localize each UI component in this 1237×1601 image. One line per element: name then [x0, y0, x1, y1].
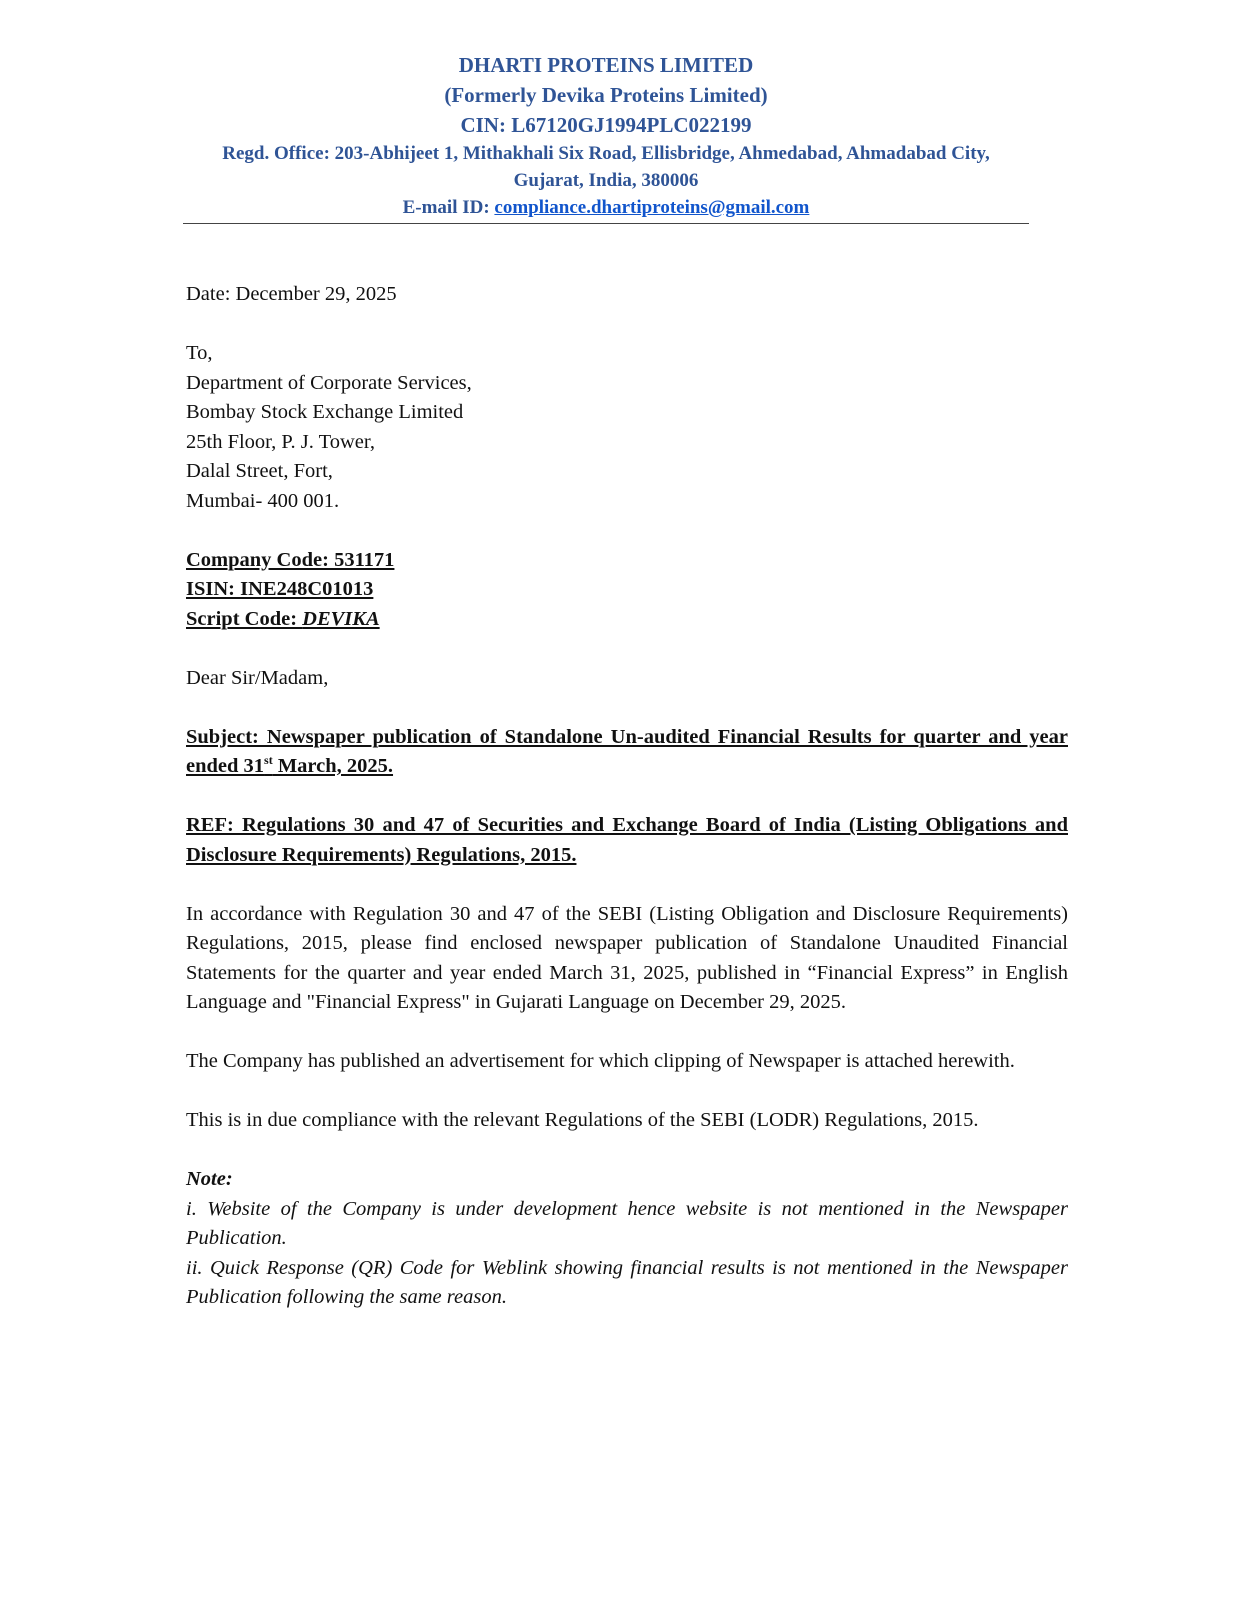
recipient-line-2: Bombay Stock Exchange Limited [186, 401, 464, 423]
isin-code: ISIN: INE248C01013 [186, 578, 374, 600]
note-item-2: ii. Quick Response (QR) Code for Weblink showing financial results is not mentioned in the Newspaper Publication following the same reason. [186, 1256, 1068, 1308]
recipient-to: To, [186, 342, 213, 364]
date-line: Date: December 29, 2025 [186, 283, 397, 305]
codes-block [186, 546, 1068, 635]
script-code-value: DEVIKA [302, 607, 380, 630]
script-code [186, 605, 1068, 635]
script-code-label: Script Code: [186, 607, 303, 630]
recipient-line-3: 25th Floor, P. J. Tower, [186, 430, 376, 453]
recipient-block [186, 339, 1068, 516]
recipient-line-5: Mumbai- 400 001. [186, 489, 340, 512]
body-paragraph-2: The Company has published an advertisement for which clipping of Newspaper is attached herewith. [186, 1050, 1015, 1072]
company-name: DHARTI PROTEINS LIMITED [458, 53, 754, 77]
company-code: Company Code: 531171 [186, 548, 395, 571]
letterhead-divider [183, 223, 1029, 224]
body-paragraph-3: This is in due compliance with the relevant Regulations of the SEBI (LODR) Regulations, 2015. [186, 1109, 979, 1131]
note-heading: Note: [186, 1168, 233, 1190]
office-address-line-1: Regd. Office: 203-Abhijeet 1, Mithakhali Six Road, Ellisbridge, Ahmedabad, Ahmadabad City, [222, 143, 990, 164]
email-label: E-mail ID: [402, 197, 495, 218]
cin-number: CIN: L67120GJ1994PLC022199 [460, 113, 752, 137]
note-block [186, 1165, 1068, 1313]
recipient-line-1: Department of Corporate Services, [186, 371, 472, 394]
note-item-1: i. Website of the Company is under development hence website is not mentioned in the Newspaper Publication. [186, 1197, 1068, 1249]
salutation: Dear Sir/Madam, [186, 666, 329, 689]
body-paragraph-1: In accordance with Regulation 30 and 47 of the SEBI (Listing Obligation and Disclosure Requirements) Regulations, 2015, please find enclosed newspaper publication of Standalone Unaudited Financial Statements for the quarter and year ended March 31, 2025, published in “Financial Express” in English Language and "Financial Express" in Gujarati Language on December 29, 2025. [186, 902, 1068, 1013]
ref-line: REF: Regulations 30 and 47 of Securities and Exchange Board of India (Listing Obligations and Disclosure Requirements) Regulations, 2015. [186, 814, 1068, 866]
recipient-line-4: Dalal Street, Fort, [186, 460, 333, 482]
subject-line: Subject: Newspaper publication of Standalone Un-audited Financial Results for quarter and year ended 31st March, 2025. [186, 725, 1068, 777]
former-name: (Formerly Devika Proteins Limited) [444, 83, 768, 107]
letter-body [186, 280, 1068, 1313]
letterhead [183, 50, 1029, 221]
email-link[interactable]: compliance.dhartiproteins@gmail.com [494, 197, 810, 218]
email-line [183, 194, 1029, 221]
office-address-line-2: Gujarat, India, 380006 [513, 170, 699, 191]
